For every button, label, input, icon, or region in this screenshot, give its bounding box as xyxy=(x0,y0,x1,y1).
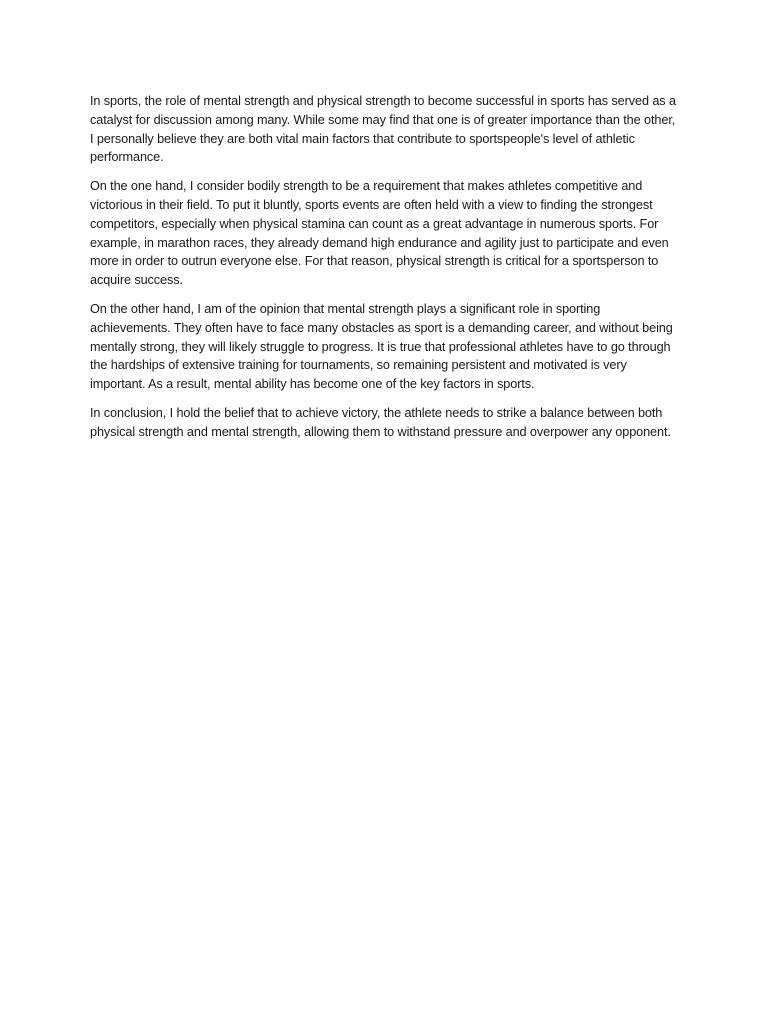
paragraph-introduction: In sports, the role of mental strength and physical strength to become successful in sports has served as a catalyst for discussion among many. While some may find that one is of greater importance than the other, I personally believe they are both vital main factors that contribute to sportspeople's level of athletic performance. xyxy=(90,94,676,165)
document-body xyxy=(90,92,682,452)
paragraph-conclusion: In conclusion, I hold the belief that to achieve victory, the athlete needs to strike a balance between both physical strength and mental strength, allowing them to withstand pressure and overpower any opponent. xyxy=(90,405,671,439)
paragraph-mental-strength: On the other hand, I am of the opinion that mental strength plays a significant role in sporting achievements. They often have to face many obstacles as sport is a demanding career, and without being mentally strong, they will likely struggle to progress. It is true that professional athletes have to go through the hardships of extensive training for tournaments, so remaining persistent and motivated is very important. As a result, mental ability has become one of the key factors in sports. xyxy=(90,301,673,392)
paragraph-physical-strength: On the one hand, I consider bodily strength to be a requirement that makes athletes competitive and victorious in their field. To put it bluntly, sports events are often held with a view to finding the strongest competitors, especially when physical stamina can count as a great advantage in numerous sports. For example, in marathon races, they already demand high endurance and agility just to participate and even more in order to outrun everyone else. For that reason, physical strength is critical for a sportsperson to acquire success. xyxy=(90,179,669,288)
